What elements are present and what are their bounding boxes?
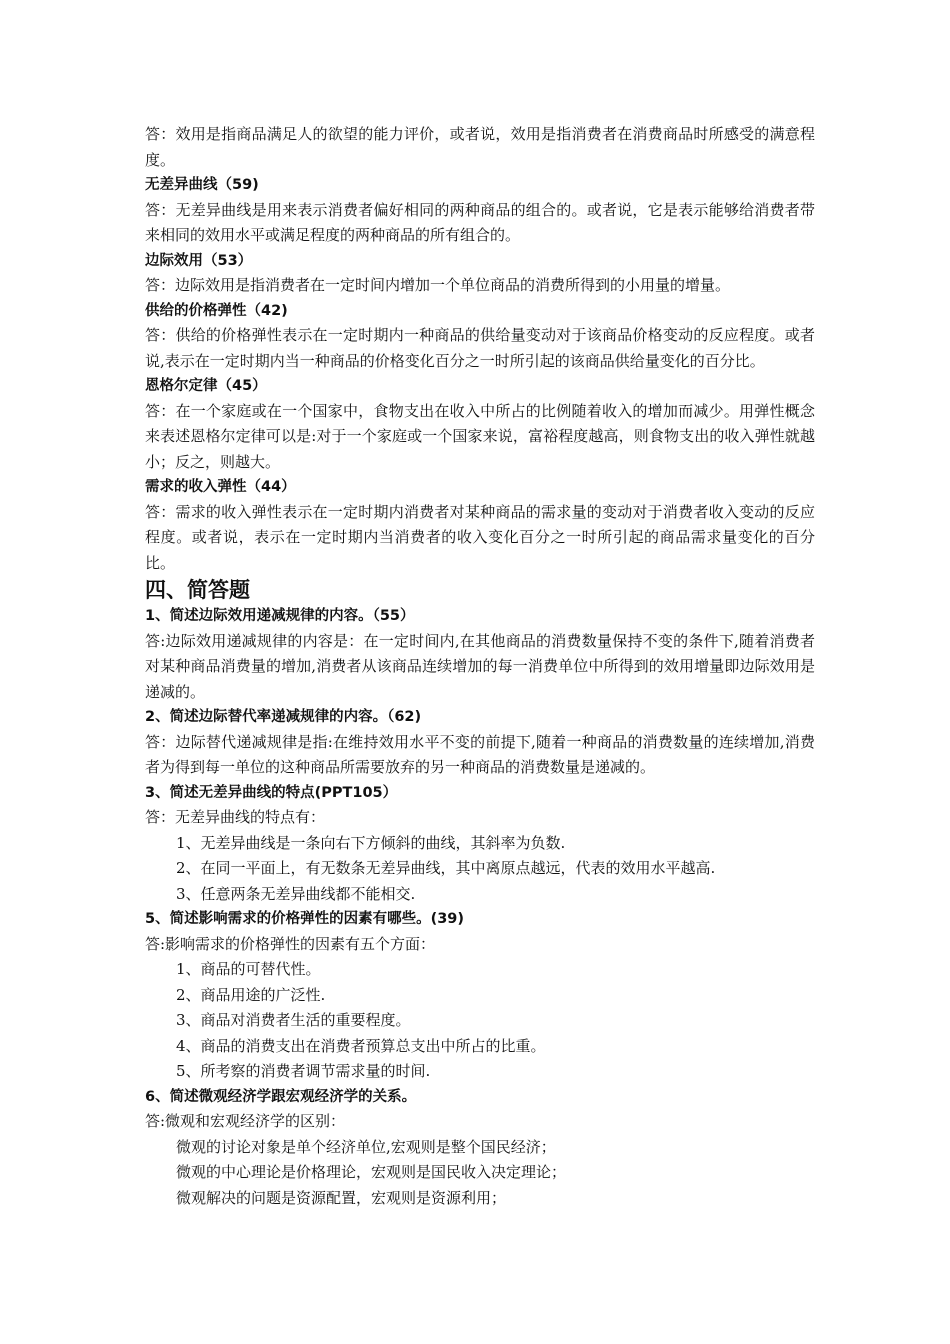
list-item: 1、商品的可替代性。 (176, 960, 321, 978)
list-item: 1、无差异曲线是一条向右下方倾斜的曲线，其斜率为负数. (176, 833, 566, 852)
question-heading: 1、简述边际效用递减规律的内容。（55） (145, 608, 415, 624)
answer-paragraph: 答：边际替代递减规律是指:在维持效用水平不变的前提下,随着一种商品的消费数量的连续增加,消费者为得到每一单位的这种商品所需要放弃的另一种商品的消费数量是递减的。 (145, 732, 815, 776)
term-heading: 供给的价格弹性（42) (145, 302, 288, 319)
list-item: 微观的讨论对象是单个经济单位,宏观则是整个国民经济； (176, 1137, 556, 1156)
answer-paragraph: 答：在一个家庭或在一个国家中，食物支出在收入中所占的比例随着收入的增加而减少。用弹性概念来表述恩格尔定律可以是:对于一个家庭或一个国家来说，富裕程度越高，则食物支出的收入弹性就越小；反之，则越大。 (145, 401, 815, 471)
term-heading: 边际效用（53） (145, 252, 253, 269)
answer-paragraph: 答：需求的收入弹性表示在一定时期内消费者对某种商品的需求量的变动对于消费者收入变动的反应程度。或者说，表示在一定时期内当消费者的收入变化百分之一时所引起的商品需求量变化的百分比。 (145, 502, 815, 572)
answer-paragraph: 答:边际效用递减规律的内容是：在一定时间内,在其他商品的消费数量保持不变的条件下,随着消费者对某种商品消费量的增加,消费者从该商品连续增加的每一消费单位中所得到的效用增量即边际效用是递减的。 (145, 631, 815, 701)
question-heading: 5、简述影响需求的价格弹性的因素有哪些。(39) (145, 911, 465, 927)
question-heading: 6、简述微观经济学跟宏观经济学的关系。 (145, 1088, 417, 1105)
list-item: 微观解决的问题是资源配置，宏观则是资源利用； (176, 1188, 507, 1207)
answer-paragraph: 答：无差异曲线的特点有： (145, 808, 326, 826)
term-heading: 无差异曲线（59) (145, 177, 259, 193)
answer-paragraph: 答:影响需求的价格弹性的因素有五个方面： (145, 934, 436, 953)
list-item: 微观的中心理论是价格理论，宏观则是国民收入决定理论； (176, 1163, 567, 1181)
list-item: 4、商品的消费支出在消费者预算总支出中所占的比重。 (176, 1036, 546, 1055)
list-item: 2、商品用途的广泛性. (176, 985, 326, 1004)
term-heading: 恩格尔定律（45） (145, 378, 267, 394)
list-item: 3、任意两条无差异曲线都不能相交. (176, 884, 416, 903)
question-heading: 3、简述无差异曲线的特点(PPT105） (145, 784, 398, 801)
list-item: 3、商品对消费者生活的重要程度。 (176, 1011, 411, 1029)
document-page (145, 122, 815, 1211)
section-title: 四、简答题 (145, 578, 250, 602)
question-heading: 2、简述边际替代率递减规律的内容。（62) (145, 709, 422, 725)
list-item: 2、在同一平面上，有无数条无差异曲线，其中离原点越远，代表的效用水平越高. (176, 859, 716, 877)
list-item: 5、所考察的消费者调节需求量的时间. (176, 1062, 431, 1080)
answer-paragraph: 答：供给的价格弹性表示在一定时期内一种商品的供给量变动对于该商品价格变动的反应程度。或者说,表示在一定时期内当一种商品的价格变化百分之一时所引起的该商品供给量变化的百分比。 (145, 326, 815, 370)
answer-paragraph: 答：无差异曲线是用来表示消费者偏好相同的两种商品的组合的。或者说，它是表示能够给消费者带来相同的效用水平或满足程度的两种商品的所有组合的。 (145, 200, 815, 244)
answer-paragraph: 答:微观和宏观经济学的区别： (145, 1112, 346, 1130)
answer-paragraph: 答：效用是指商品满足人的欲望的能力评价，或者说，效用是指消费者在消费商品时所感受的满意程度。 (145, 125, 815, 169)
answer-paragraph: 答：边际效用是指消费者在一定时间内增加一个单位商品的消费所得到的小用量的增量。 (145, 276, 731, 294)
term-heading: 需求的收入弹性（44） (145, 479, 296, 495)
